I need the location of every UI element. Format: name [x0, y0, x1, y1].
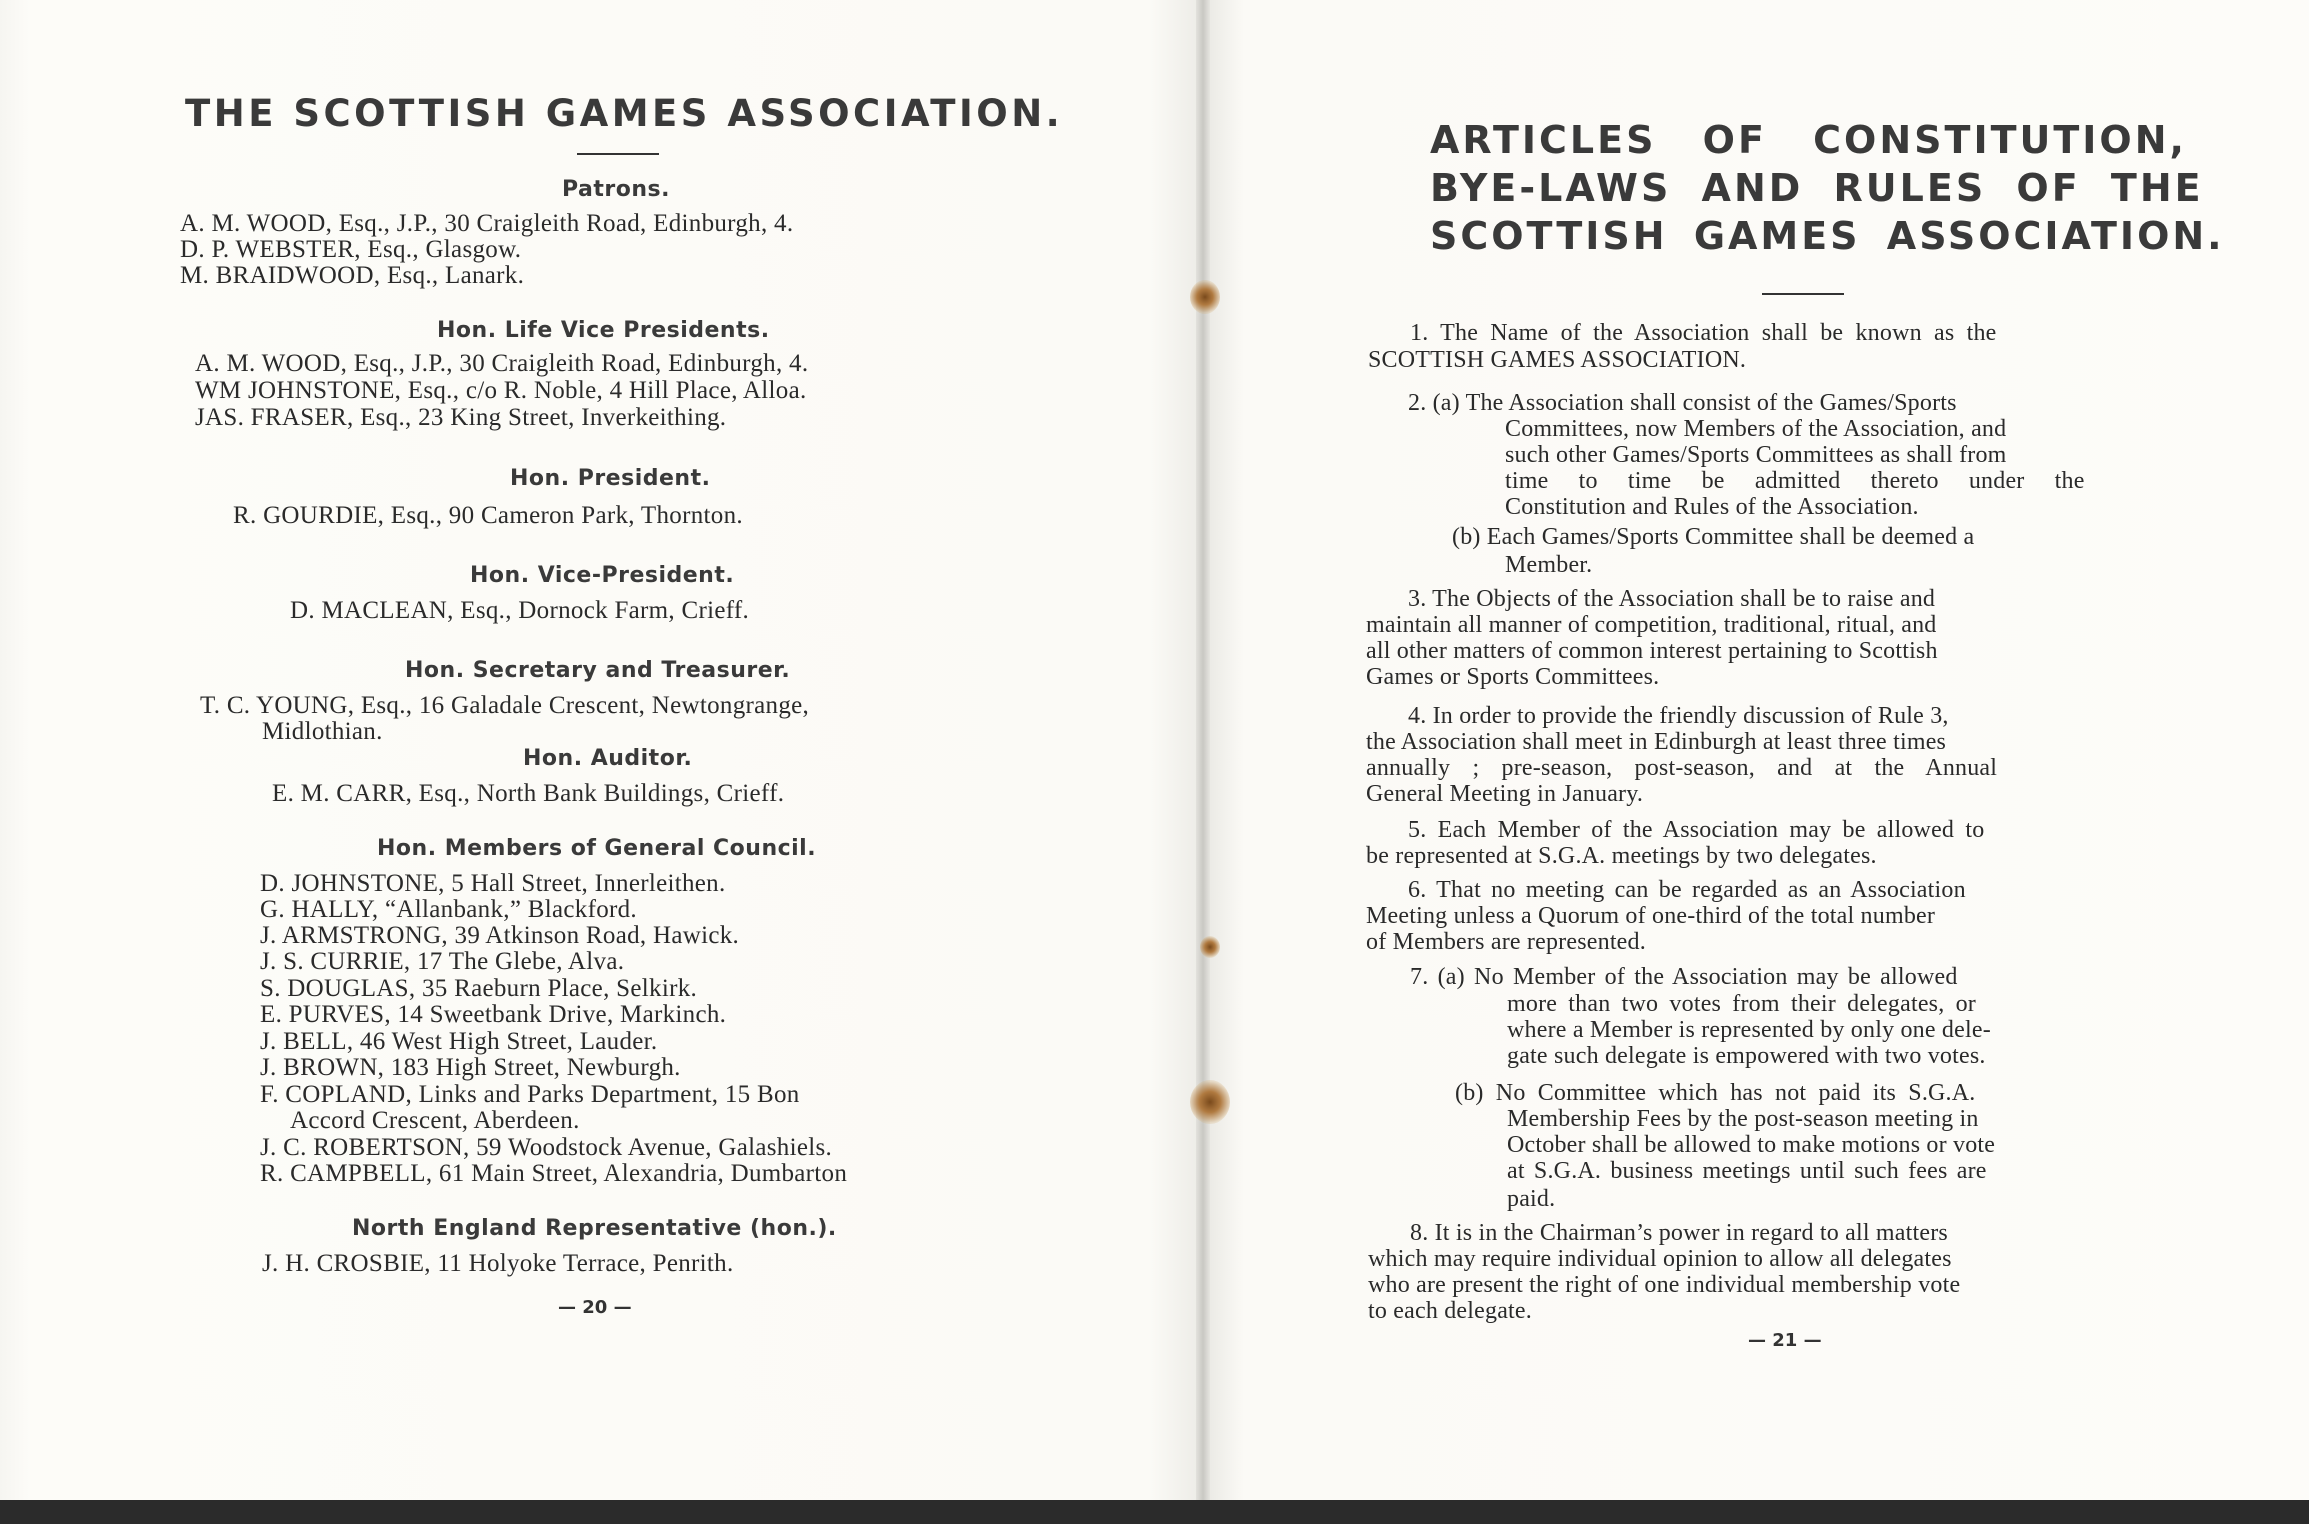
president-line: R. GOURDIE, Esq., 90 Cameron Park, Thornton. — [233, 502, 743, 529]
secretary-line: T. C. YOUNG, Esq., 16 Galadale Crescent, Newtongrange, — [200, 692, 810, 719]
council-member-line: S. DOUGLAS, 35 Raeburn Place, Selkirk. — [260, 975, 698, 1002]
council-member-line: Accord Crescent, Aberdeen. — [290, 1107, 580, 1134]
page-number: — 20 — — [558, 1297, 632, 1318]
article-line: which may require individual opinion to allow all delegates — [1368, 1246, 1952, 1272]
section-heading: North England Representative (hon.). — [352, 1216, 837, 1241]
section-heading: Hon. President. — [510, 466, 711, 491]
scan-bottom-edge — [0, 1500, 2309, 1524]
article-line: time to time be admitted thereto under the — [1505, 468, 2085, 494]
article-line: 1. The Name of the Association shall be known as the — [1410, 320, 1997, 346]
article-line: more than two votes from their delegates, or — [1507, 991, 1977, 1017]
council-member-line: J. C. ROBERTSON, 59 Woodstock Avenue, Galashiels. — [260, 1134, 833, 1161]
secretary-line: Midlothian. — [262, 718, 383, 745]
staple-rust-stain — [1190, 280, 1220, 314]
council-member-line: G. HALLY, “Allanbank,” Blackford. — [260, 896, 637, 923]
article-line: the Association shall meet in Edinburgh at least three times — [1366, 729, 1947, 755]
patron-line: M. BRAIDWOOD, Esq., Lanark. — [180, 262, 525, 289]
council-member-line: J. BELL, 46 West High Street, Lauder. — [260, 1028, 658, 1055]
staple-rust-stain — [1200, 936, 1220, 958]
council-member-line: J. BROWN, 183 High Street, Newburgh. — [260, 1054, 681, 1081]
auditor-line: E. M. CARR, Esq., North Bank Buildings, Crieff. — [272, 780, 785, 807]
council-member-line: J. ARMSTRONG, 39 Atkinson Road, Hawick. — [260, 922, 740, 949]
article-line: gate such delegate is empowered with two votes. — [1507, 1043, 1986, 1069]
article-line: 2. (a) The Association shall consist of the Games/Sports — [1408, 390, 1957, 416]
article-line: 5. Each Member of the Association may be allowed to — [1408, 817, 1985, 843]
article-line: to each delegate. — [1368, 1298, 1532, 1324]
article-line: who are present the right of one individual membership vote — [1368, 1272, 1961, 1298]
patron-line: A. M. WOOD, Esq., J.P., 30 Craigleith Road, Edinburgh, 4. — [180, 210, 794, 237]
section-heading: Hon. Life Vice Presidents. — [437, 318, 770, 343]
council-member-line: E. PURVES, 14 Sweetbank Drive, Markinch. — [260, 1001, 727, 1028]
article-line: (b) Each Games/Sports Committee shall be deemed a — [1452, 524, 1975, 550]
article-line: where a Member is represented by only one dele- — [1507, 1017, 1991, 1043]
council-member-line: R. CAMPBELL, 61 Main Street, Alexandria, Dumbarton — [260, 1160, 848, 1187]
article-line: SCOTTISH GAMES ASSOCIATION. — [1368, 347, 1747, 373]
right-page-title-line: ARTICLES OF CONSTITUTION, — [1430, 118, 2187, 162]
section-heading: Hon. Auditor. — [523, 746, 693, 771]
article-line: all other matters of common interest pertaining to Scottish — [1366, 638, 1938, 664]
vice-president-line: D. MACLEAN, Esq., Dornock Farm, Crieff. — [290, 597, 750, 624]
article-line: be represented at S.G.A. meetings by two delegates. — [1366, 843, 1877, 869]
article-line: October shall be allowed to make motions or vote — [1507, 1132, 1996, 1158]
page-number: — 21 — — [1748, 1330, 1822, 1351]
right-page-title-line: BYE-LAWS AND RULES OF THE — [1430, 166, 2204, 210]
article-line: Member. — [1505, 552, 1593, 578]
vice-president-line: JAS. FRASER, Esq., 23 King Street, Inverkeithing. — [195, 404, 727, 431]
patron-line: D. P. WEBSTER, Esq., Glasgow. — [180, 236, 522, 263]
article-line: Games or Sports Committees. — [1366, 664, 1660, 690]
article-line: maintain all manner of competition, traditional, ritual, and — [1366, 612, 1937, 638]
article-line: General Meeting in January. — [1366, 781, 1644, 807]
article-line: such other Games/Sports Committees as shall from — [1505, 442, 2007, 468]
article-line: Constitution and Rules of the Association. — [1505, 494, 1919, 520]
section-heading: Hon. Secretary and Treasurer. — [405, 658, 791, 683]
staple-rust-stain — [1190, 1080, 1230, 1124]
section-heading: Hon. Members of General Council. — [377, 836, 817, 861]
section-heading: Patrons. — [562, 177, 670, 202]
left-page-title: THE SCOTTISH GAMES ASSOCIATION. — [185, 92, 1064, 135]
article-line: 4. In order to provide the friendly discussion of Rule 3, — [1408, 703, 1949, 729]
article-line: at S.G.A. business meetings until such fees are — [1507, 1158, 1987, 1184]
council-member-line: J. S. CURRIE, 17 The Glebe, Alva. — [260, 948, 625, 975]
article-line: 8. It is in the Chairman’s power in regard to all matters — [1410, 1220, 1948, 1246]
article-line: (b) No Committee which has not paid its S.G.A. — [1455, 1080, 1976, 1106]
council-member-line: F. COPLAND, Links and Parks Department, 15 Bon — [260, 1081, 800, 1108]
article-line: 3. The Objects of the Association shall be to raise and — [1408, 586, 1936, 612]
right-page-title-line: SCOTTISH GAMES ASSOCIATION. — [1430, 214, 2225, 258]
article-line: paid. — [1507, 1186, 1556, 1212]
vice-president-line: A. M. WOOD, Esq., J.P., 30 Craigleith Road, Edinburgh, 4. — [195, 350, 809, 377]
representative-line: J. H. CROSBIE, 11 Holyoke Terrace, Penrith. — [262, 1250, 734, 1277]
article-line: 6. That no meeting can be regarded as an Association — [1408, 877, 1966, 903]
article-line: Meeting unless a Quorum of one-third of the total number — [1366, 903, 1936, 929]
article-line: Membership Fees by the post-season meeting in — [1507, 1106, 1979, 1132]
title-divider — [1762, 293, 1844, 295]
article-line: annually ; pre-season, post-season, and at the Annual — [1366, 755, 1998, 781]
title-divider — [577, 153, 659, 155]
council-member-line: D. JOHNSTONE, 5 Hall Street, Innerleithen. — [260, 870, 726, 897]
binding-gutter — [1196, 0, 1210, 1504]
article-line: of Members are represented. — [1366, 929, 1646, 955]
vice-president-line: WM JOHNSTONE, Esq., c/o R. Noble, 4 Hill Place, Alloa. — [195, 377, 807, 404]
article-line: Committees, now Members of the Association, and — [1505, 416, 2007, 442]
section-heading: Hon. Vice-President. — [470, 563, 735, 588]
article-line: 7. (a) No Member of the Association may be allowed — [1410, 964, 1958, 990]
